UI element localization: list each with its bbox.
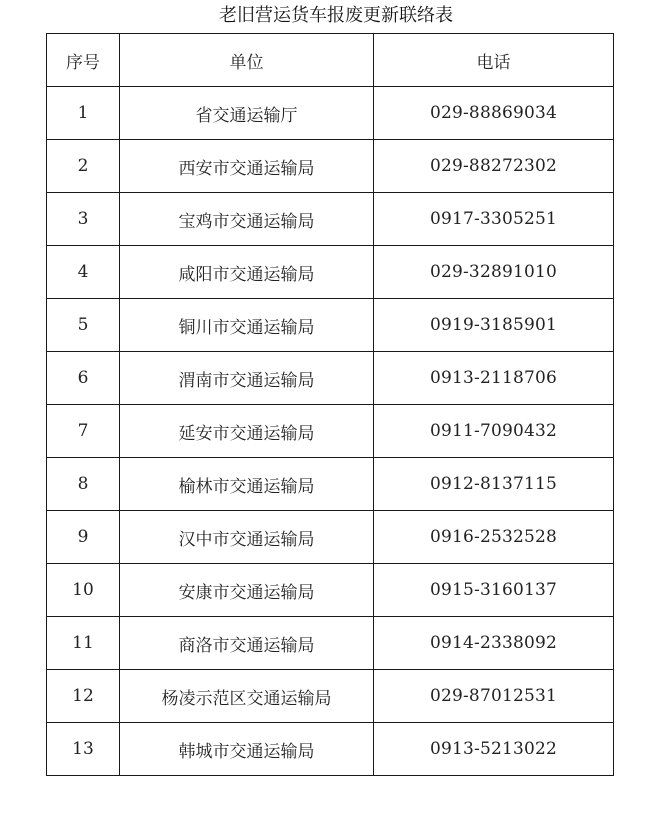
- row-phone: 029-88272302: [374, 140, 614, 193]
- row-index: 7: [47, 405, 120, 458]
- row-phone: 0916-2532528: [374, 511, 614, 564]
- row-unit: 韩城市交通运输局: [120, 723, 374, 776]
- row-unit: 汉中市交通运输局: [120, 511, 374, 564]
- row-index: 9: [47, 511, 120, 564]
- row-phone: 0915-3160137: [374, 564, 614, 617]
- row-unit: 省交通运输厅: [120, 87, 374, 140]
- row-phone: 0913-5213022: [374, 723, 614, 776]
- row-unit: 安康市交通运输局: [120, 564, 374, 617]
- table-row: [47, 87, 614, 140]
- row-index: 4: [47, 246, 120, 299]
- row-unit: 铜川市交通运输局: [120, 299, 374, 352]
- row-index: 11: [47, 617, 120, 670]
- row-unit: 杨凌示范区交通运输局: [120, 670, 374, 723]
- row-phone: 029-87012531: [374, 670, 614, 723]
- document-title: 老旧营运货车报废更新联络表: [219, 5, 453, 26]
- row-unit: 咸阳市交通运输局: [120, 246, 374, 299]
- row-index: 5: [47, 299, 120, 352]
- row-phone: 0919-3185901: [374, 299, 614, 352]
- header-index: 序号: [47, 34, 120, 87]
- row-unit: 商洛市交通运输局: [120, 617, 374, 670]
- contact-table: [46, 33, 614, 776]
- table-row: [47, 405, 614, 458]
- row-unit: 西安市交通运输局: [120, 140, 374, 193]
- header-phone: 电话: [374, 34, 614, 87]
- table-row: [47, 140, 614, 193]
- table-row: [47, 458, 614, 511]
- row-index: 12: [47, 670, 120, 723]
- table-row: [47, 246, 614, 299]
- row-phone: 0912-8137115: [374, 458, 614, 511]
- row-phone: 0917-3305251: [374, 193, 614, 246]
- row-phone: 0913-2118706: [374, 352, 614, 405]
- table-row: [47, 564, 614, 617]
- table-row: [47, 352, 614, 405]
- table-header-row: [47, 34, 614, 87]
- header-unit: 单位: [120, 34, 374, 87]
- row-unit: 榆林市交通运输局: [120, 458, 374, 511]
- row-unit: 宝鸡市交通运输局: [120, 193, 374, 246]
- table-row: [47, 511, 614, 564]
- row-index: 3: [47, 193, 120, 246]
- row-phone: 029-32891010: [374, 246, 614, 299]
- row-phone: 029-88869034: [374, 87, 614, 140]
- row-index: 2: [47, 140, 120, 193]
- row-phone: 0911-7090432: [374, 405, 614, 458]
- row-index: 10: [47, 564, 120, 617]
- table-row: [47, 670, 614, 723]
- row-index: 1: [47, 87, 120, 140]
- row-index: 6: [47, 352, 120, 405]
- row-index: 13: [47, 723, 120, 776]
- row-index: 8: [47, 458, 120, 511]
- row-unit: 渭南市交通运输局: [120, 352, 374, 405]
- table-row: [47, 723, 614, 776]
- row-phone: 0914-2338092: [374, 617, 614, 670]
- row-unit: 延安市交通运输局: [120, 405, 374, 458]
- table-row: [47, 617, 614, 670]
- table-row: [47, 193, 614, 246]
- table-row: [47, 299, 614, 352]
